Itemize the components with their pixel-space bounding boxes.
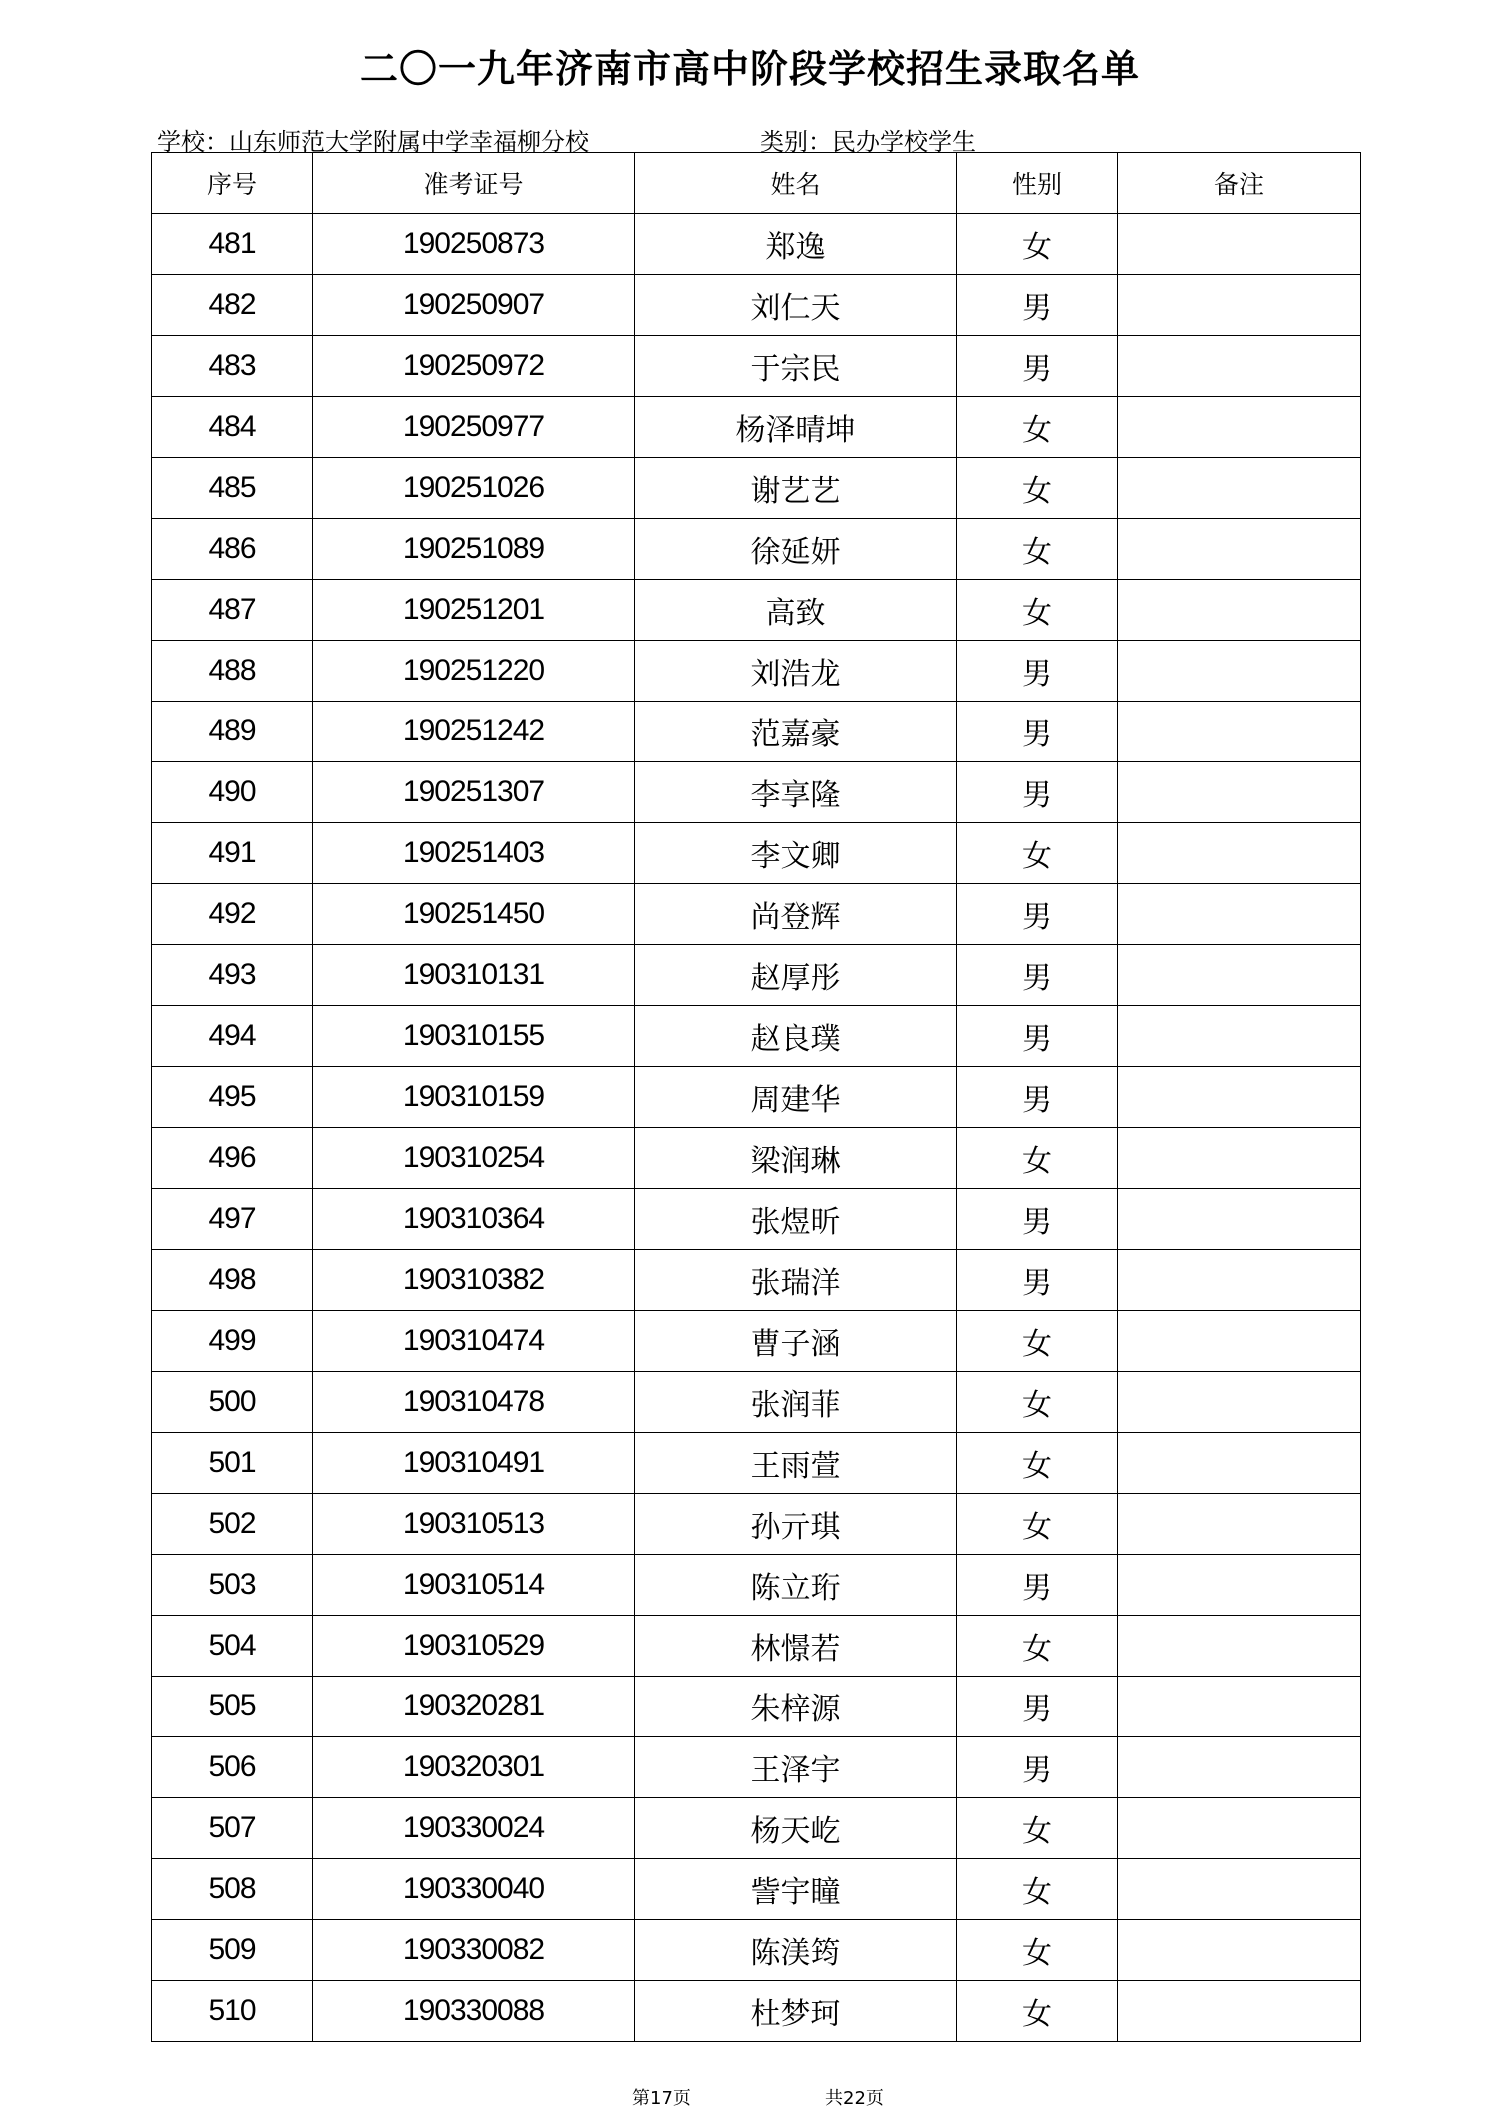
cell-exam-id: 190320301: [313, 1737, 635, 1798]
table-row: [152, 1554, 1361, 1615]
cell-seq: 497: [152, 1189, 313, 1250]
cell-note: [1118, 518, 1361, 579]
cell-name: 曹子涵: [635, 1310, 957, 1371]
table-row: [152, 518, 1361, 579]
cell-exam-id: 190310155: [313, 1006, 635, 1067]
cell-exam-id: 190320281: [313, 1676, 635, 1737]
cell-gender: 男: [957, 1554, 1118, 1615]
cell-name: 刘仁天: [635, 274, 957, 335]
cell-gender: 男: [957, 884, 1118, 945]
cell-exam-id: 190251026: [313, 457, 635, 518]
cell-note: [1118, 1737, 1361, 1798]
table-row: [152, 1981, 1361, 2042]
table-row: [152, 1920, 1361, 1981]
cell-note: [1118, 1310, 1361, 1371]
cell-gender: 女: [957, 1432, 1118, 1493]
cell-exam-id: 190251242: [313, 701, 635, 762]
cell-seq: 491: [152, 823, 313, 884]
cell-seq: 487: [152, 579, 313, 640]
table-row: [152, 396, 1361, 457]
cell-exam-id: 190330024: [313, 1798, 635, 1859]
table-row: [152, 214, 1361, 275]
cell-gender: 男: [957, 640, 1118, 701]
cell-name: 訾宇瞳: [635, 1859, 957, 1920]
cell-exam-id: 190250972: [313, 335, 635, 396]
cell-name: 张瑞洋: [635, 1249, 957, 1310]
cell-note: [1118, 1920, 1361, 1981]
cell-exam-id: 190310254: [313, 1128, 635, 1189]
cell-name: 杨天屹: [635, 1798, 957, 1859]
cell-note: [1118, 1249, 1361, 1310]
cell-gender: 女: [957, 1128, 1118, 1189]
cell-name: 张煜昕: [635, 1189, 957, 1250]
cell-gender: 男: [957, 274, 1118, 335]
cell-exam-id: 190310382: [313, 1249, 635, 1310]
cell-seq: 488: [152, 640, 313, 701]
cell-note: [1118, 1128, 1361, 1189]
cell-exam-id: 190251220: [313, 640, 635, 701]
cell-seq: 506: [152, 1737, 313, 1798]
cell-name: 徐延妍: [635, 518, 957, 579]
cell-note: [1118, 457, 1361, 518]
cell-seq: 498: [152, 1249, 313, 1310]
table-row: [152, 335, 1361, 396]
cell-note: [1118, 274, 1361, 335]
cell-gender: 女: [957, 1371, 1118, 1432]
cell-seq: 499: [152, 1310, 313, 1371]
cell-note: [1118, 335, 1361, 396]
table-row: [152, 1371, 1361, 1432]
cell-seq: 489: [152, 701, 313, 762]
table-row: [152, 1189, 1361, 1250]
cell-gender: 男: [957, 1249, 1118, 1310]
cell-name: 王雨萱: [635, 1432, 957, 1493]
cell-note: [1118, 1006, 1361, 1067]
cell-seq: 505: [152, 1676, 313, 1737]
cell-exam-id: 190251307: [313, 762, 635, 823]
cell-gender: 女: [957, 1859, 1118, 1920]
cell-gender: 女: [957, 1981, 1118, 2042]
table-row: [152, 274, 1361, 335]
cell-gender: 女: [957, 518, 1118, 579]
cell-gender: 女: [957, 1493, 1118, 1554]
cell-note: [1118, 640, 1361, 701]
cell-seq: 484: [152, 396, 313, 457]
cell-gender: 女: [957, 579, 1118, 640]
cell-gender: 男: [957, 1067, 1118, 1128]
cell-exam-id: 190330082: [313, 1920, 635, 1981]
cell-exam-id: 190250873: [313, 214, 635, 275]
cell-note: [1118, 396, 1361, 457]
cell-note: [1118, 579, 1361, 640]
table-row: [152, 1859, 1361, 1920]
cell-gender: 男: [957, 1676, 1118, 1737]
table-row: [152, 1676, 1361, 1737]
cell-name: 赵厚彤: [635, 945, 957, 1006]
table-row: [152, 457, 1361, 518]
cell-exam-id: 190251089: [313, 518, 635, 579]
table-row: [152, 1493, 1361, 1554]
cell-note: [1118, 1554, 1361, 1615]
cell-seq: 510: [152, 1981, 313, 2042]
cell-gender: 男: [957, 335, 1118, 396]
cell-seq: 485: [152, 457, 313, 518]
cell-name: 王泽宇: [635, 1737, 957, 1798]
cell-gender: 男: [957, 1189, 1118, 1250]
cell-gender: 男: [957, 701, 1118, 762]
cell-note: [1118, 1859, 1361, 1920]
cell-name: 李文卿: [635, 823, 957, 884]
cell-gender: 女: [957, 823, 1118, 884]
cell-name: 谢艺艺: [635, 457, 957, 518]
cell-exam-id: 190310474: [313, 1310, 635, 1371]
cell-note: [1118, 1798, 1361, 1859]
cell-seq: 495: [152, 1067, 313, 1128]
cell-gender: 男: [957, 762, 1118, 823]
cell-gender: 女: [957, 457, 1118, 518]
cell-name: 林憬若: [635, 1615, 957, 1676]
cell-seq: 481: [152, 214, 313, 275]
cell-name: 李享隆: [635, 762, 957, 823]
cell-exam-id: 190310159: [313, 1067, 635, 1128]
cell-name: 孙亓琪: [635, 1493, 957, 1554]
cell-name: 杜梦珂: [635, 1981, 957, 2042]
cell-name: 于宗民: [635, 335, 957, 396]
school-label: 学校：山东师范大学附属中学幸福柳分校: [157, 128, 589, 156]
cell-exam-id: 190330040: [313, 1859, 635, 1920]
cell-seq: 500: [152, 1371, 313, 1432]
cell-seq: 502: [152, 1493, 313, 1554]
cell-exam-id: 190310131: [313, 945, 635, 1006]
cell-note: [1118, 1189, 1361, 1250]
cell-name: 张润菲: [635, 1371, 957, 1432]
cell-name: 杨泽晴坤: [635, 396, 957, 457]
cell-exam-id: 190310364: [313, 1189, 635, 1250]
cell-name: 高致: [635, 579, 957, 640]
cell-name: 朱梓源: [635, 1676, 957, 1737]
cell-note: [1118, 884, 1361, 945]
cell-name: 郑逸: [635, 214, 957, 275]
cell-gender: 女: [957, 1798, 1118, 1859]
table-header-row: [152, 153, 1361, 214]
table-row: [152, 945, 1361, 1006]
header-note: 备注: [1118, 153, 1361, 214]
cell-name: 刘浩龙: [635, 640, 957, 701]
cell-note: [1118, 762, 1361, 823]
cell-exam-id: 190330088: [313, 1981, 635, 2042]
cell-seq: 509: [152, 1920, 313, 1981]
cell-name: 范嘉豪: [635, 701, 957, 762]
table-row: [152, 701, 1361, 762]
cell-seq: 503: [152, 1554, 313, 1615]
cell-name: 赵良璞: [635, 1006, 957, 1067]
cell-seq: 486: [152, 518, 313, 579]
cell-exam-id: 190310491: [313, 1432, 635, 1493]
cell-note: [1118, 1981, 1361, 2042]
cell-seq: 501: [152, 1432, 313, 1493]
cell-gender: 女: [957, 396, 1118, 457]
table-row: [152, 1798, 1361, 1859]
table-row: [152, 1067, 1361, 1128]
table-row: [152, 640, 1361, 701]
cell-seq: 482: [152, 274, 313, 335]
cell-gender: 女: [957, 1920, 1118, 1981]
cell-exam-id: 190250977: [313, 396, 635, 457]
category-label: 类别：民办学校学生: [760, 128, 976, 156]
table-row: [152, 1310, 1361, 1371]
cell-name: 尚登辉: [635, 884, 957, 945]
table-body: [152, 214, 1361, 2042]
header-seq: 序号: [152, 153, 313, 214]
cell-seq: 494: [152, 1006, 313, 1067]
cell-note: [1118, 1615, 1361, 1676]
cell-note: [1118, 1067, 1361, 1128]
cell-name: 陈渼筠: [635, 1920, 957, 1981]
cell-name: 梁润琳: [635, 1128, 957, 1189]
cell-note: [1118, 1493, 1361, 1554]
table-row: [152, 1006, 1361, 1067]
document-title: 二〇一九年济南市高中阶段学校招生录取名单: [359, 47, 1140, 91]
cell-note: [1118, 823, 1361, 884]
cell-seq: 490: [152, 762, 313, 823]
admission-table: [151, 152, 1361, 2042]
cell-exam-id: 190310529: [313, 1615, 635, 1676]
cell-exam-id: 190251201: [313, 579, 635, 640]
cell-note: [1118, 1371, 1361, 1432]
cell-seq: 493: [152, 945, 313, 1006]
table-row: [152, 884, 1361, 945]
page-number: 第17页: [632, 2088, 691, 2109]
table-row: [152, 579, 1361, 640]
table-row: [152, 1432, 1361, 1493]
cell-name: 周建华: [635, 1067, 957, 1128]
table-row: [152, 823, 1361, 884]
cell-note: [1118, 701, 1361, 762]
header-gender: 性别: [957, 153, 1118, 214]
cell-gender: 男: [957, 1737, 1118, 1798]
cell-seq: 492: [152, 884, 313, 945]
table-row: [152, 1128, 1361, 1189]
cell-note: [1118, 945, 1361, 1006]
cell-exam-id: 190310514: [313, 1554, 635, 1615]
header-exam-id: 准考证号: [313, 153, 635, 214]
cell-seq: 483: [152, 335, 313, 396]
cell-note: [1118, 1676, 1361, 1737]
cell-seq: 504: [152, 1615, 313, 1676]
cell-name: 陈立珩: [635, 1554, 957, 1615]
cell-exam-id: 190251403: [313, 823, 635, 884]
cell-note: [1118, 1432, 1361, 1493]
cell-seq: 507: [152, 1798, 313, 1859]
cell-note: [1118, 214, 1361, 275]
cell-exam-id: 190310513: [313, 1493, 635, 1554]
cell-gender: 男: [957, 1006, 1118, 1067]
table-row: [152, 1615, 1361, 1676]
cell-gender: 女: [957, 214, 1118, 275]
cell-gender: 男: [957, 945, 1118, 1006]
table-row: [152, 1249, 1361, 1310]
cell-exam-id: 190250907: [313, 274, 635, 335]
cell-seq: 496: [152, 1128, 313, 1189]
cell-exam-id: 190251450: [313, 884, 635, 945]
cell-seq: 508: [152, 1859, 313, 1920]
cell-gender: 女: [957, 1310, 1118, 1371]
table-row: [152, 762, 1361, 823]
table-row: [152, 1737, 1361, 1798]
cell-gender: 女: [957, 1615, 1118, 1676]
page-total: 共22页: [825, 2088, 884, 2109]
cell-exam-id: 190310478: [313, 1371, 635, 1432]
header-name: 姓名: [635, 153, 957, 214]
